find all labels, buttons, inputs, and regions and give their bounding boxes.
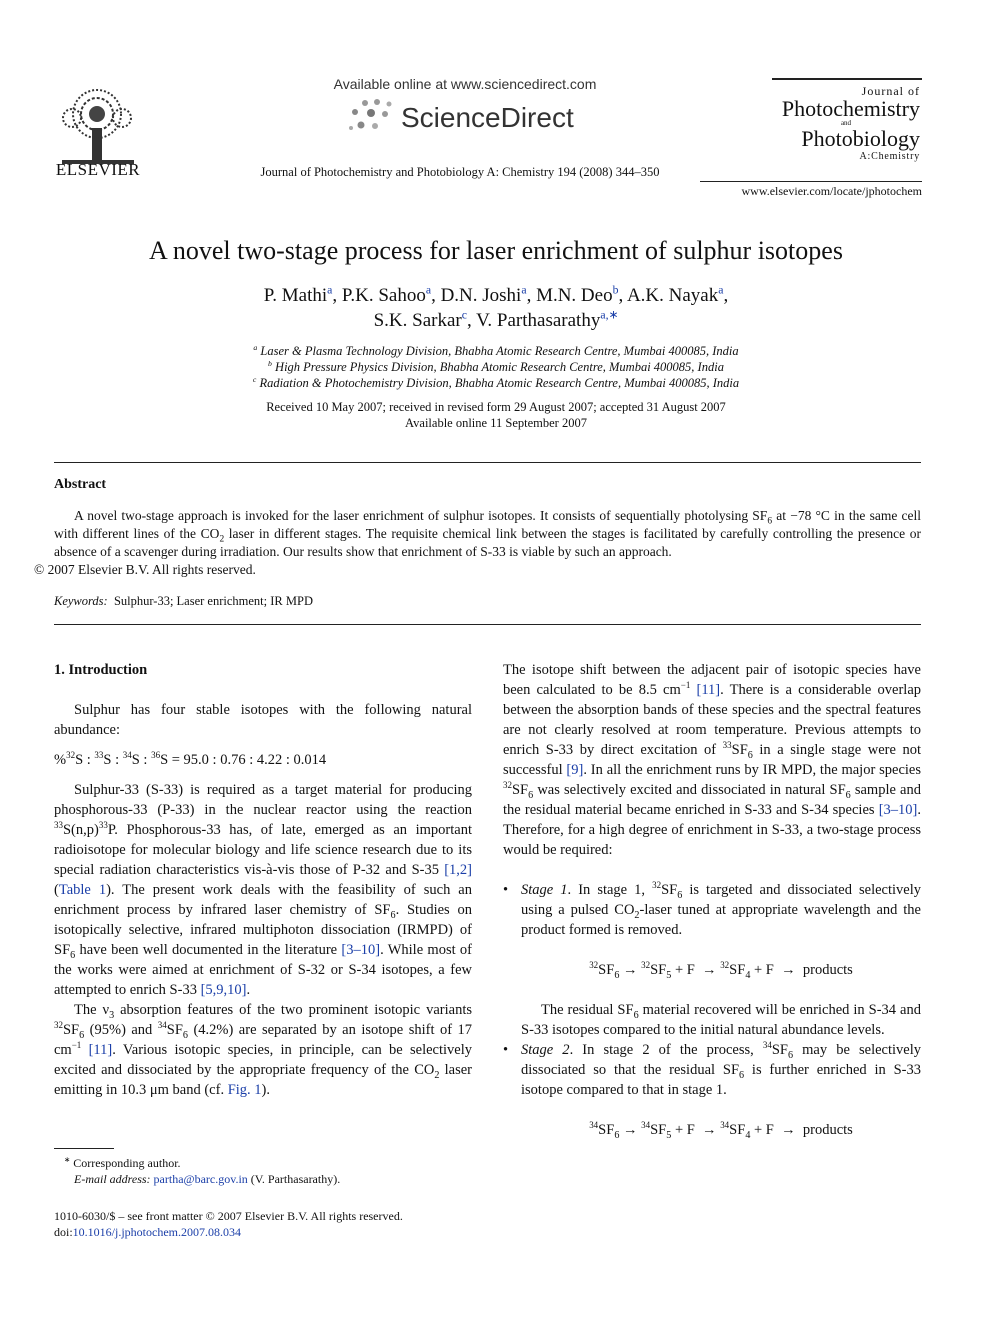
right-column: [503, 660, 921, 1160]
stage1-result: The residual $SF_6$ material recovered will be enriched in S-34 and S-33 isotopes compared to the initial natural abundance levels.: [521, 1002, 921, 1038]
sciencedirect-dots-icon: [345, 98, 401, 136]
affiliation-b: $^b$ High Pressure Physics Division, Bhabha Atomic Research Centre, Mumbai 400085, India: [268, 358, 724, 374]
table-link[interactable]: Table 1: [58, 882, 107, 898]
affiliation-mark[interactable]: a,∗: [600, 308, 619, 322]
affiliation-mark[interactable]: a: [718, 283, 724, 297]
abstract-text: A novel two-stage approach is invoked for the laser enrichment of sulphur isotopes. It consists of sequentially photolysing $SF_6$ at −78 °C in the same cell with different lines of the $CO_2$ laser in different stages. The requisite chemical link between the stages is facilitated by carefully controlling the presence or absence of a scavenger during irradiation. Our results show that enrichment of S-33 is viable by such an approach. © 2007 Elsevier B.V. All rights reserved.: [34, 508, 922, 577]
affiliation-a: $^a$ Laser & Plasma Technology Division, Bhabha Atomic Research Centre, Mumbai 400085, India: [253, 342, 739, 358]
received-dates: Received 10 May 2007; received in revised form 29 August 2007; accepted 31 August 2007: [266, 400, 726, 414]
section-heading: 1. Introduction: [54, 662, 148, 678]
divider: [54, 462, 921, 463]
citation-link[interactable]: [11]: [88, 1042, 113, 1058]
affiliations: [150, 343, 842, 391]
author: P.K. Sahoo: [341, 285, 426, 306]
stage2-equation: $^{34}SF_6 \to ^{34}SF_5 + F \to ^{34}SF_4 + F$ → products: [589, 1120, 853, 1141]
figure-link[interactable]: Fig. 1: [227, 1082, 262, 1098]
paragraph: The isotope shift between the adjacent pair of isotopic species have been calculated to be 8.5 $cm^{-1}$ [11]. There is a considerable overlap between the absorption bands of these species and the spectral features are not clearly resolved at room temperature. Previous attempts to enrich S-33 by direct excitation of $^{33}SF_6$ in a single stage were not successful [9]. In all the enrichment runs by IR MPD, the major species $^{32}SF_6$ was selectively excited and dissociated in natural $SF_6$ sample and the residual material became enriched in S-33 and S-34 species [3–10]. Therefore, for a high degree of enrichment in S-33, a two-stage process would be required:: [503, 662, 921, 858]
paragraph: Sulphur has four stable isotopes with the following natural abundance:: [54, 702, 472, 738]
sciencedirect-wordmark: ScienceDirect: [401, 102, 574, 133]
left-column: [54, 660, 472, 1100]
email-link[interactable]: partha@barc.gov.in: [153, 1172, 248, 1186]
bullet-icon: •: [503, 1042, 509, 1058]
author: P. Mathi: [263, 285, 328, 306]
stage2-text: Stage 2. In stage 2 of the process, $^{34}SF_6$ may be selectively dissociated so that the residual $SF_6$ is further enriched in S-33 isotope compared to that in stage 1.: [521, 1040, 921, 1098]
citation-link[interactable]: [11]: [696, 682, 721, 698]
authors-line1: P. Mathi$^a$, P.K. Sahoo$^a$, D.N. Joshi$^a$, M.N. Deo$^b$, A.K. Nayak$^a$,: [263, 283, 729, 306]
paragraph: The $\nu_3$ absorption features of the two prominent isotopic variants $^{32}SF_6$ (95%) and $^{34}SF_6$ (4.2%) are separated by an isotope shift of 17 $cm^{-1}$ [11]. Various isotopic species, in principle, can be selectively excited and dissociated by the appropriate frequency of the $CO_2$ laser emitting in 10.3 μm band (cf. Fig. 1).: [54, 1002, 473, 1098]
journal-logo-line1: Journal of: [861, 84, 920, 98]
journal-citation: Journal of Photochemistry and Photobiology A: Chemistry 194 (2008) 344–350: [260, 165, 660, 179]
journal-url[interactable]: www.elsevier.com/locate/jphotochem: [700, 181, 922, 199]
front-matter: [54, 1208, 472, 1240]
author: A.K. Nayak: [626, 285, 719, 306]
journal-logo-line2: Photochemistry: [781, 96, 920, 121]
citation-link[interactable]: [3–10]: [341, 942, 381, 958]
doi-line: doi:10.1016/j.jphotochem.2007.08.034: [54, 1225, 241, 1239]
sciencedirect-logo[interactable]: [345, 96, 585, 140]
affiliation-mark[interactable]: a: [327, 283, 333, 297]
journal-logo-line5: A:Chemistry: [859, 151, 920, 162]
affiliation-mark[interactable]: b: [612, 283, 619, 297]
journal-logo-line4: Photobiology: [801, 126, 920, 151]
paragraph: Sulphur-33 (S-33) is required as a target material for producing phosphorous-33 (P-33) in the nuclear reactor using the reaction $^{33}S(n,p)^{33}P$. Phosphorous-33 has, of late, emerged as an important radioisotope for molecular biology and life science research due to its special radiation characteristics vis-à-vis those of P-32 and S-35 [1,2] (Table 1). The present work deals with the feasibility of such an enrichment process by infrared laser chemistry of $SF_6$. Studies on isotopically selective, infrared multiphoton dissociation (IRMPD) of $SF_6$ have been well documented in the literature [3–10]. While most of the works were aimed at enrichment of S-32 or S-34 isotopes, a few attempted to enrich S-33 [5,9,10].: [54, 782, 472, 998]
footnote: [54, 1155, 472, 1187]
author: M.N. Deo: [536, 285, 613, 306]
available-online-text: Available online at www.sciencedirect.com: [333, 76, 597, 92]
authors-line2: S.K. Sarkar$^c$, V. Parthasarathy$^{a,∗}$: [373, 308, 619, 331]
article-dates: [150, 399, 842, 431]
stage2-item: [503, 1040, 921, 1140]
doi-link[interactable]: 10.1016/j.jphotochem.2007.08.034: [72, 1225, 241, 1239]
author-list: [150, 283, 842, 333]
abstract-heading: Abstract: [54, 477, 107, 492]
citation-link[interactable]: [9]: [566, 762, 584, 778]
copyright: © 2007 Elsevier B.V. All rights reserved.: [34, 562, 256, 577]
footnote-divider: [54, 1148, 114, 1149]
stage1-equation: $^{32}SF_6 \to ^{32}SF_5 + F \to ^{32}SF_4 + F$ → products: [589, 960, 853, 981]
affiliation-c: $^c$ Radiation & Photochemistry Division, Bhabha Atomic Research Centre, Mumbai 400085, India: [252, 374, 740, 390]
affiliation-mark[interactable]: a: [425, 283, 432, 297]
divider: [54, 624, 921, 625]
publisher-name: ELSEVIER: [55, 160, 141, 179]
keywords: Keywords: Sulphur-33; Laser enrichment; IR MPD: [54, 594, 313, 608]
article-title: A novel two-stage process for laser enrichment of sulphur isotopes: [149, 236, 843, 265]
affiliation-mark[interactable]: a: [521, 283, 527, 297]
citation-link[interactable]: [1,2]: [444, 862, 472, 878]
corresponding-note: ∗ Corresponding author.: [64, 1155, 181, 1170]
email-note: E-mail address: partha@barc.gov.in (V. Parthasarathy).: [74, 1172, 341, 1186]
journal-logo-line3: and: [840, 119, 852, 127]
citation-link[interactable]: [5,9,10]: [200, 982, 247, 998]
stage1-text: Stage 1. In stage 1, $^{32}SF_6$ is targeted and dissociated selectively using a pulsed $CO_2$-laser tuned at appropriate wavelength and the product formed is removed.: [521, 880, 921, 938]
author: D.N. Joshi: [440, 285, 522, 306]
bullet-icon: •: [503, 882, 509, 898]
abundance-formula: %$^{32}$S : $^{33}$S : $^{34}$S : $^{36}$S = 95.0 : 0.76 : 4.22 : 0.014: [54, 750, 327, 768]
author: S.K. Sarkar: [373, 310, 462, 331]
issn-line: 1010-6030/$ – see front matter © 2007 Elsevier B.V. All rights reserved.: [54, 1209, 403, 1223]
author: V. Parthasarathy: [476, 310, 601, 331]
online-date: Available online 11 September 2007: [405, 416, 587, 430]
stage1-item: [503, 880, 921, 1040]
affiliation-mark[interactable]: c: [461, 308, 467, 322]
citation-link[interactable]: [3–10]: [878, 802, 918, 818]
